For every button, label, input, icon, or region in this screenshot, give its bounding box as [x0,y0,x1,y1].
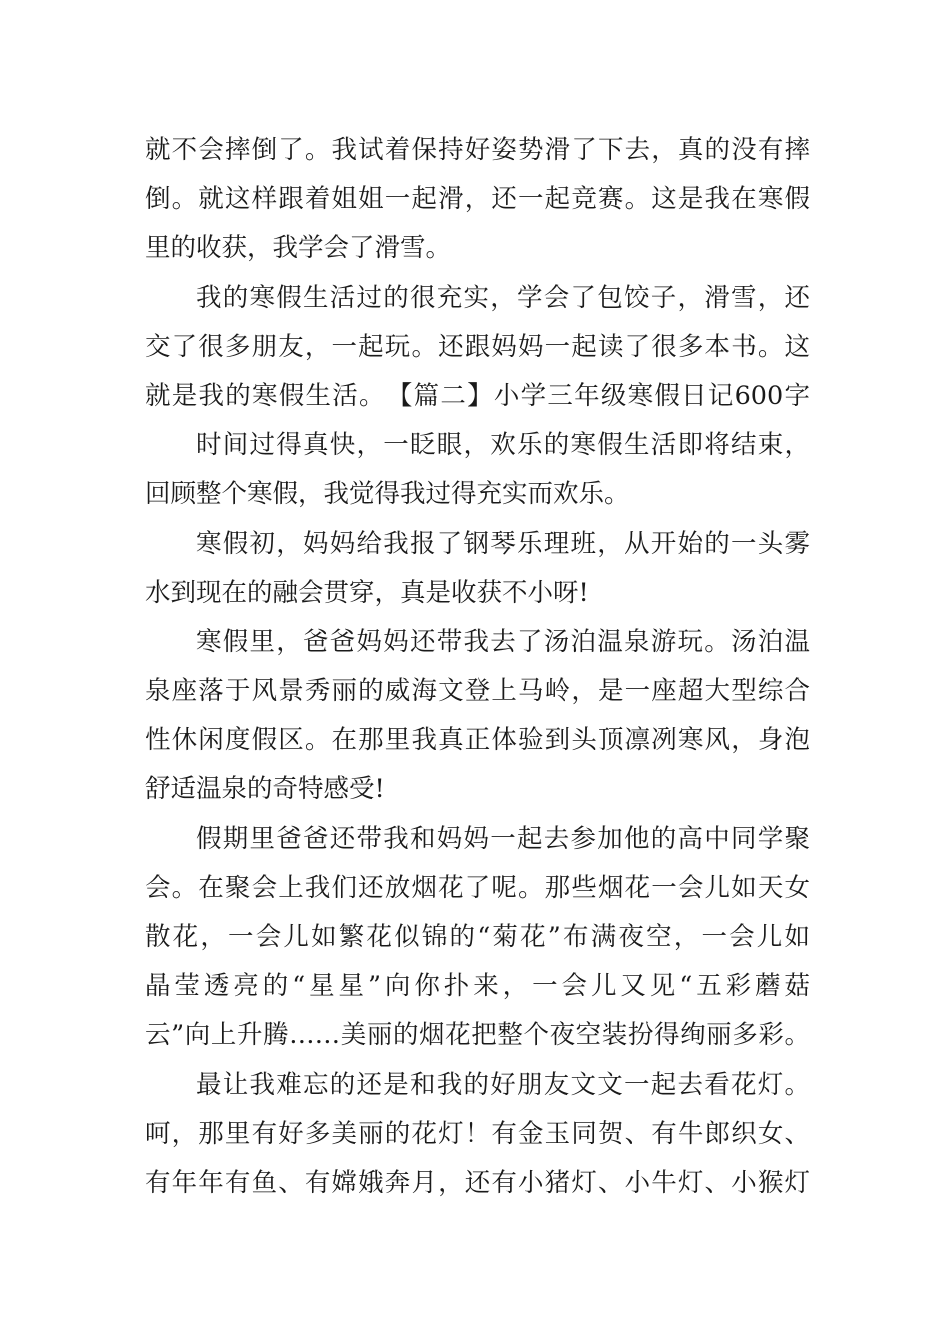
text-line: 里的收获，我学会了滑雪。 [145,233,452,264]
text-line: 云”向上升腾……美丽的烟花把整个夜空装扮得绚丽多彩。 [145,1020,810,1051]
paragraph-first-line: 我的寒假生活过的很充实，学会了包饺子，滑雪，还 [196,282,810,313]
text-line: 有年年有鱼、有嫦娥奔月，还有小猪灯、小牛灯、小猴灯 [145,1167,810,1198]
text-line: 舒适温泉的奇特感受! [145,774,385,805]
document-body [145,126,810,1208]
paragraph-first-line: 假期里爸爸还带我和妈妈一起去参加他的高中同学聚 [196,823,810,854]
text-line: 就不会摔倒了。我试着保持好姿势滑了下去，真的没有摔 [145,135,810,165]
paragraph-first-line: 时间过得真快，一眨眼，欢乐的寒假生活即将结束， [196,430,810,461]
text-line: 交了很多朋友，一起玩。还跟妈妈一起读了很多本书。这 [145,331,810,362]
text-line: 水到现在的融会贯穿，真是收获不小呀! [145,577,589,608]
text-line: 晶莹透亮的“星星”向你扑来，一会儿又见“五彩蘑菇 [145,971,810,1002]
paragraph-first-line: 最让我难忘的还是和我的好朋友文文一起去看花灯。 [196,1069,810,1100]
text-line: 倒。就这样跟着姐姐一起滑，还一起竞赛。这是我在寒假 [145,184,810,215]
text-line: 就是我的寒假生活。 【篇二】小学三年级寒假日记600字 [145,380,810,411]
text-line: 散花，一会儿如繁花似锦的“菊花”布满夜空，一会儿如 [145,922,810,952]
text-line: 回顾整个寒假，我觉得我过得充实而欢乐。 [145,479,630,510]
text-line: 性休闲度假区。在那里我真正体验到头顶凛冽寒风，身泡 [145,725,810,756]
paragraph-first-line: 寒假初，妈妈给我报了钢琴乐理班，从开始的一头雾 [196,528,810,559]
text-line: 泉座落于风景秀丽的威海文登上马岭，是一座超大型综合 [145,676,810,707]
text-line: 会。在聚会上我们还放烟花了呢。那些烟花一会儿如天女 [145,872,810,903]
paragraph-first-line: 寒假里，爸爸妈妈还带我去了汤泊温泉游玩。汤泊温 [196,626,810,657]
text-line: 呵，那里有好多美丽的花灯！有金玉同贺、有牛郎织女、 [145,1118,810,1149]
